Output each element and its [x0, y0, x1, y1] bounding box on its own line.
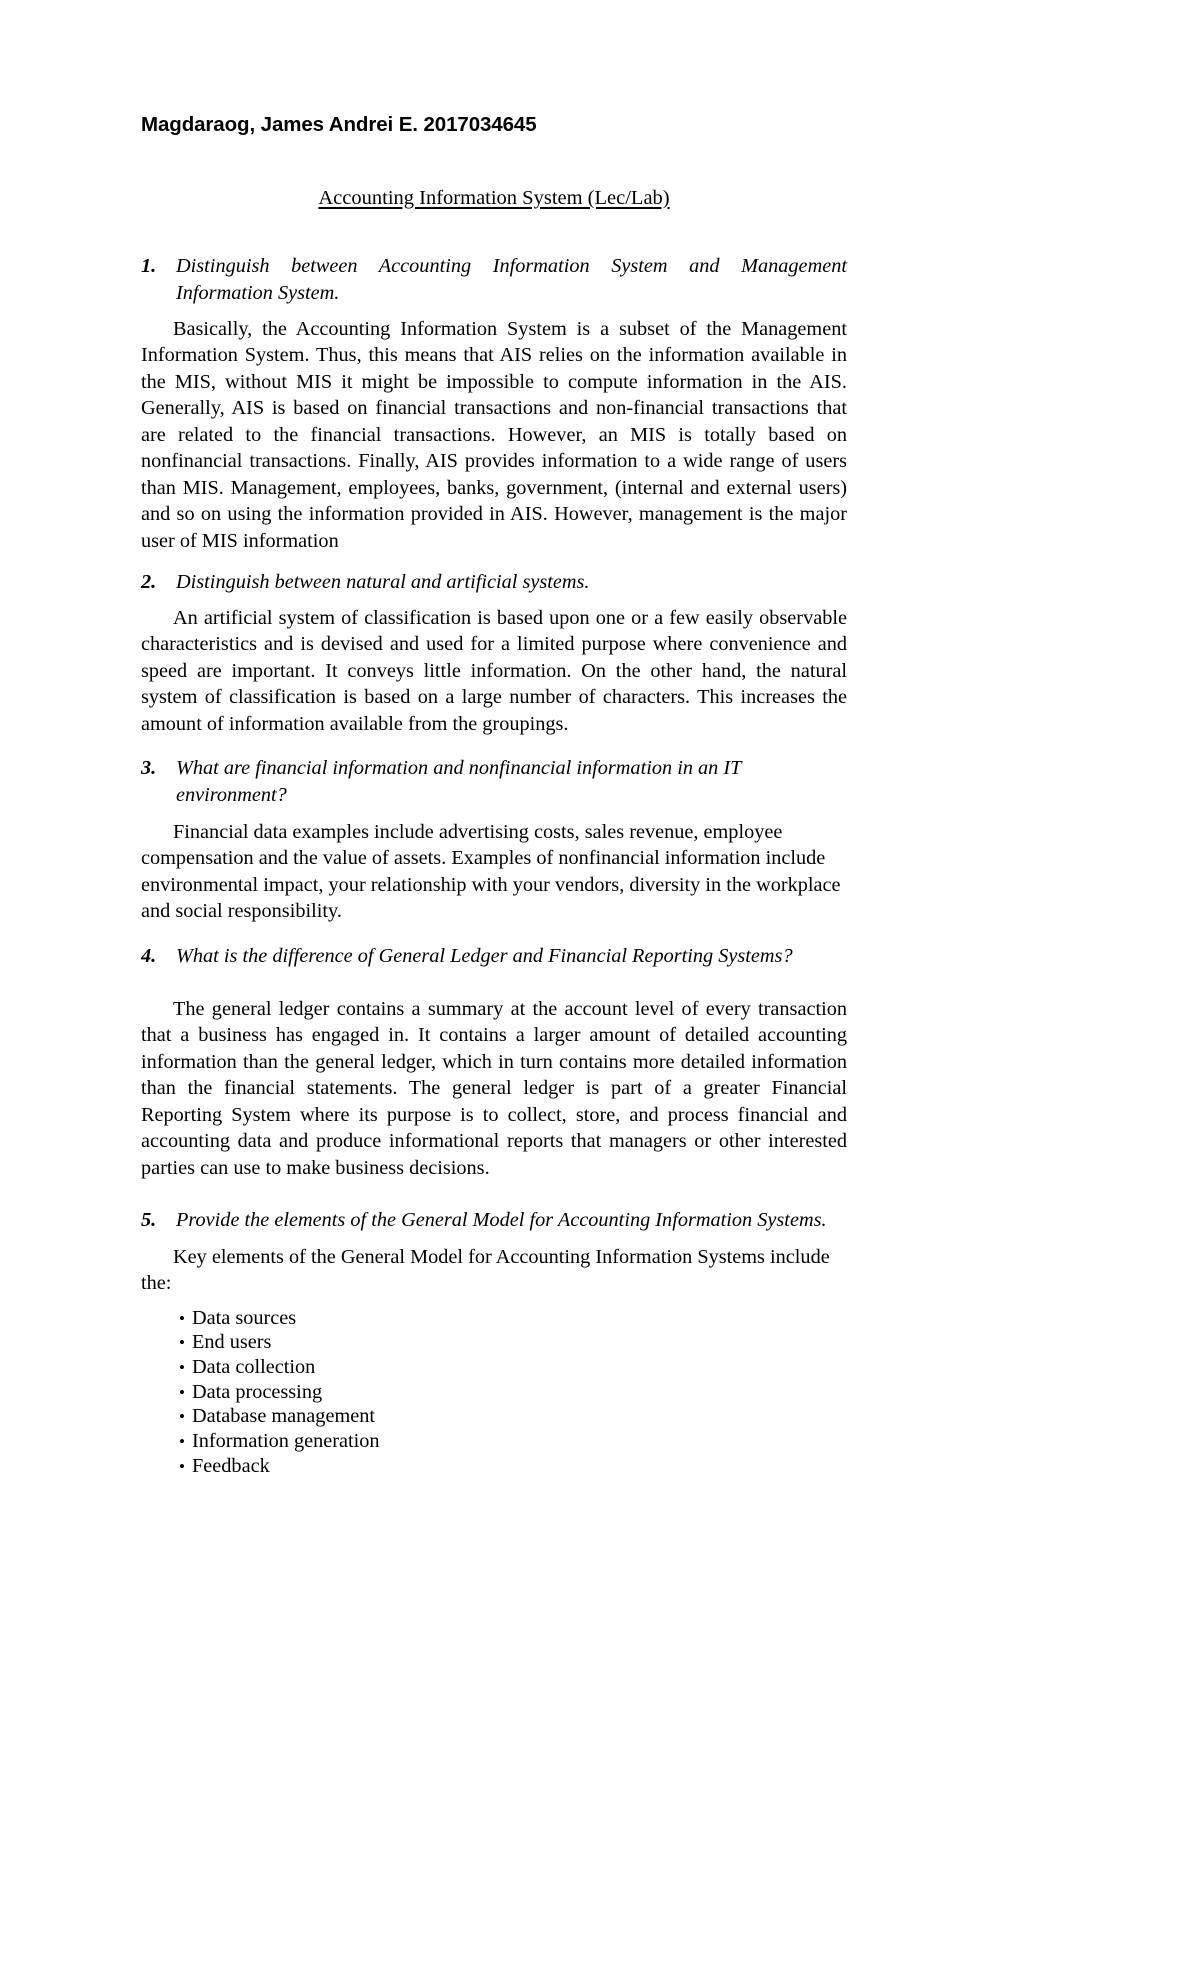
question-number-4: 4. [141, 944, 157, 967]
spacer [141, 554, 847, 569]
question-prompt-3: What are financial information and nonfinancial information in an IT environment? [176, 757, 742, 807]
question-number-1: 1. [141, 255, 157, 278]
list-item-label: End users [192, 1331, 272, 1354]
list-item-label: Data collection [192, 1356, 316, 1379]
question-number-5: 5. [141, 1209, 157, 1232]
list-item-label: Information generation [192, 1430, 380, 1453]
spacer [141, 596, 847, 605]
list-item [141, 1355, 847, 1380]
bullet-icon: • [179, 1382, 185, 1402]
answer-paragraph-4: The general ledger contains a summary at the account level of every transaction that a business has engaged in. It contains a larger amount of detailed accounting information than the general ledger, which in turn contains more detailed information than the financial statements. The general ledger is part of a greater Financial Reporting System where its purpose is to collect, store, and process financial and accounting data and produce informational reports that managers or other interested parties can use to make business decisions. [141, 997, 847, 1179]
list-item [141, 1380, 847, 1405]
answer-paragraph-3: Financial data examples include advertising costs, sales revenue, employee compensation and the value of assets. Examples of nonfinancial information include environmental impact, your relationship with your vendors, diversity in the workplace and social responsibility. [141, 820, 841, 923]
bullet-icon: • [179, 1407, 185, 1427]
bullet-icon: • [179, 1308, 185, 1328]
question-item-4 [141, 943, 847, 970]
document-title [141, 138, 847, 212]
bullet-icon: • [179, 1432, 185, 1452]
question-number-2: 2. [141, 571, 157, 594]
question-item-2 [141, 569, 847, 596]
spacer [141, 737, 847, 755]
general-model-elements-list [141, 1306, 847, 1479]
bullet-icon: • [179, 1456, 185, 1476]
list-item-label: Feedback [192, 1454, 270, 1477]
list-item-label: Data sources [192, 1306, 297, 1329]
spacer [141, 211, 847, 253]
answer-paragraph-1: Basically, the Accounting Information System is a subset of the Management Information System. Thus, this means that AIS relies on the information available in the MIS, without MIS it might be impossible to compute information in the AIS. Generally, AIS is based on financial transactions and non-financial transactions that are related to the financial transactions. However, an MIS is totally based on nonfinancial transactions. Finally, AIS provides information to a wide range of users than MIS. Management, employees, banks, government, (internal and external users) and so on using the information provided in AIS. However, management is the major user of MIS information [141, 317, 847, 552]
spacer [141, 925, 847, 943]
question-item-5 [141, 1207, 847, 1234]
list-item [141, 1330, 847, 1355]
bullet-icon: • [179, 1333, 185, 1353]
document-body [141, 0, 847, 1478]
answer-paragraph-2: An artificial system of classification is based upon one or a few easily observable characteristics and is devised and used for a limited purpose where convenience and speed are important. It conveys little information. On the other hand, the natural system of classification is based on a large number of characters. This increases the amount of information available from the groupings. [141, 606, 847, 735]
spacer [141, 1234, 847, 1244]
list-item-label: Data processing [192, 1380, 323, 1403]
list-item [141, 1429, 847, 1454]
question-number-3: 3. [141, 757, 157, 780]
spacer [141, 307, 847, 316]
list-item [141, 1454, 847, 1479]
question-prompt-5: Provide the elements of the General Model for Accounting Information Systems. [176, 1209, 827, 1232]
spacer [141, 970, 847, 996]
spacer [141, 809, 847, 819]
question-item-1 [141, 253, 847, 307]
question-prompt-1: Distinguish between Accounting Information System and Management Information System. [176, 255, 847, 305]
document-title-text: Accounting Information System (Lec/Lab) [318, 186, 670, 209]
question-item-3 [141, 755, 847, 809]
bullet-icon: • [179, 1358, 185, 1378]
spacer [141, 1297, 847, 1306]
student-name-header: Magdaraog, James Andrei E. 2017034645 [141, 113, 537, 136]
list-item [141, 1306, 847, 1331]
spacer [141, 1181, 847, 1207]
question-prompt-4: What is the difference of General Ledger and Financial Reporting Systems? [176, 944, 793, 967]
list-item-label: Database management [192, 1405, 376, 1428]
list-item [141, 1404, 847, 1429]
question-prompt-2: Distinguish between natural and artificial systems. [176, 571, 590, 594]
answer-paragraph-5: Key elements of the General Model for Accounting Information Systems include the: [141, 1245, 830, 1295]
